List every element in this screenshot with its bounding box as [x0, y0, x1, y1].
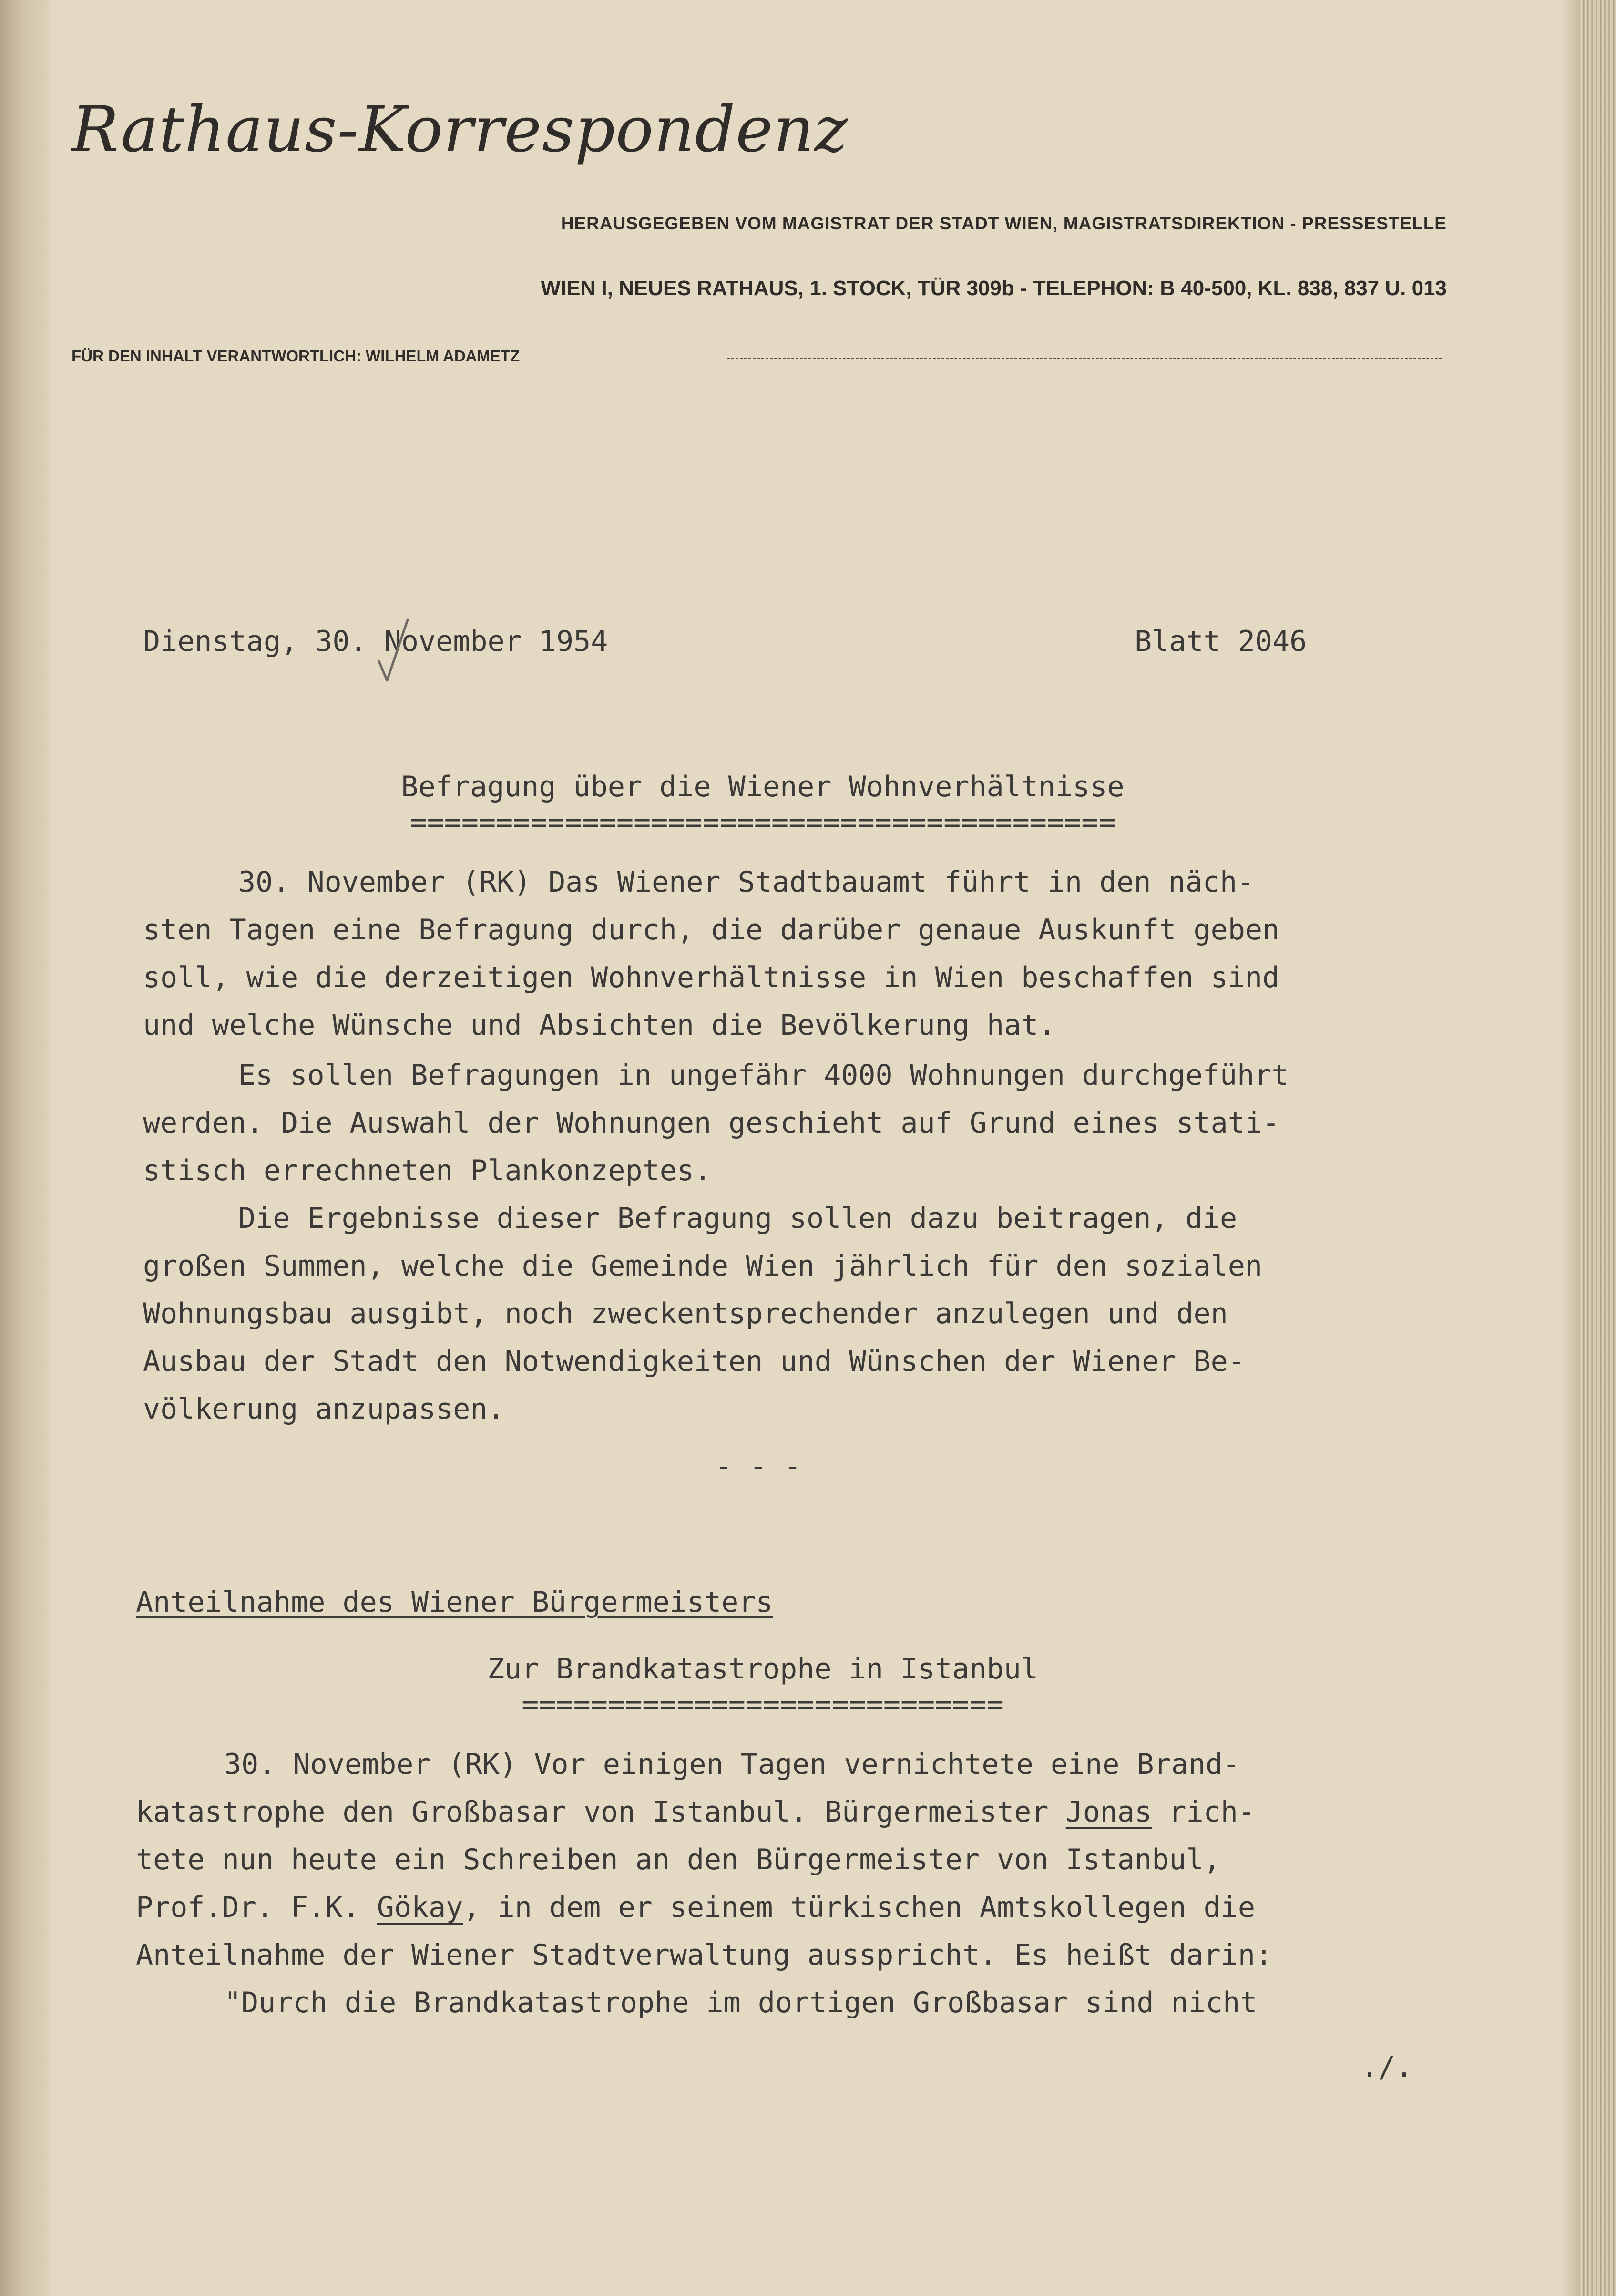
article1-line: soll, wie die derzeitigen Wohnverhältnisse in Wien beschaffen sind [143, 961, 1280, 994]
article2-line-text: rich- [1152, 1795, 1256, 1829]
address-line: WIEN I, NEUES RATHAUS, 1. STOCK, TÜR 309b - TELEPHON: B 40-500, KL. 838, 837 U. 013 [541, 277, 1447, 300]
article2-line [136, 1795, 1255, 1829]
handwritten-check-mark [377, 616, 410, 683]
continuation-mark: ./. [1361, 2050, 1413, 2084]
publisher-line: HERAUSGEGEBEN VOM MAGISTRAT DER STADT WIEN, MAGISTRATSDIREKTION - PRESSESTELLE [561, 214, 1447, 233]
masthead-title: Rathaus-Korrespondenz [72, 93, 848, 166]
article1-line: Es sollen Befragungen in ungefähr 4000 Wohnungen durchgeführt [238, 1059, 1289, 1092]
article2-title: Anteilnahme des Wiener Bürgermeisters [136, 1586, 773, 1619]
article1-line: Ausbau der Stadt den Notwendigkeiten und Wünschen der Wiener Be- [143, 1345, 1245, 1378]
book-binding [0, 0, 50, 2296]
article2-line [136, 1891, 1255, 1924]
responsible-line: FÜR DEN INHALT VERANTWORTLICH: WILHELM ADAMETZ [72, 347, 520, 365]
article2-line: tete nun heute ein Schreiben an den Bürgermeister von Istanbul, [136, 1843, 1221, 1876]
article1-line: 30. November (RK) Das Wiener Stadtbauamt führt in den näch- [238, 865, 1255, 899]
article2-line: Anteilnahme der Wiener Stadtverwaltung ausspricht. Es heißt darin: [136, 1938, 1273, 1972]
article1-heading: Befragung über die Wiener Wohnverhältnisse [401, 770, 1125, 803]
article1-line: großen Summen, welche die Gemeinde Wien jährlich für den sozialen [143, 1249, 1262, 1283]
article2-line-text: katastrophe den Großbasar von Istanbul. Bürgermeister [136, 1795, 1066, 1829]
article1-line: und welche Wünsche und Absichten die Bevölkerung hat. [143, 1009, 1056, 1042]
sheet-number: Blatt 2046 [1135, 625, 1307, 658]
name-goekay: Gökay [377, 1891, 463, 1924]
article-separator: - - - [715, 1450, 801, 1483]
article2-line-text: Prof.Dr. F.K. [136, 1891, 377, 1924]
responsible-rule [727, 358, 1442, 359]
page-shadow [1561, 0, 1580, 2296]
article1-line: stisch errechneten Plankonzeptes. [143, 1154, 712, 1187]
article1-line: völkerung anzupassen. [143, 1392, 505, 1426]
article2-line: 30. November (RK) Vor einigen Tagen vernichtete eine Brand- [224, 1748, 1240, 1781]
page-stack-edge [1580, 0, 1616, 2296]
article2-subtitle: Zur Brandkatastrophe in Istanbul [487, 1652, 1038, 1686]
date-line: Dienstag, 30. November 1954 [143, 625, 608, 658]
name-jonas: Jonas [1065, 1795, 1152, 1829]
article1-line: werden. Die Auswahl der Wohnungen geschieht auf Grund eines stati- [143, 1106, 1280, 1140]
article2-line-text: , in dem er seinem türkischen Amtskollegen die [463, 1891, 1256, 1924]
article1-line: Die Ergebnisse dieser Befragung sollen dazu beitragen, die [238, 1202, 1238, 1235]
article1-line: Wohnungsbau ausgibt, noch zweckentsprechender anzulegen und den [143, 1297, 1228, 1330]
article1-heading-rule: ========================================= [409, 806, 1116, 839]
article1-line: sten Tagen eine Befragung durch, die darüber genaue Auskunft geben [143, 913, 1280, 947]
article2-subtitle-rule: ============================ [522, 1688, 1004, 1721]
article2-line: "Durch die Brandkatastrophe im dortigen Großbasar sind nicht [224, 1986, 1258, 2019]
